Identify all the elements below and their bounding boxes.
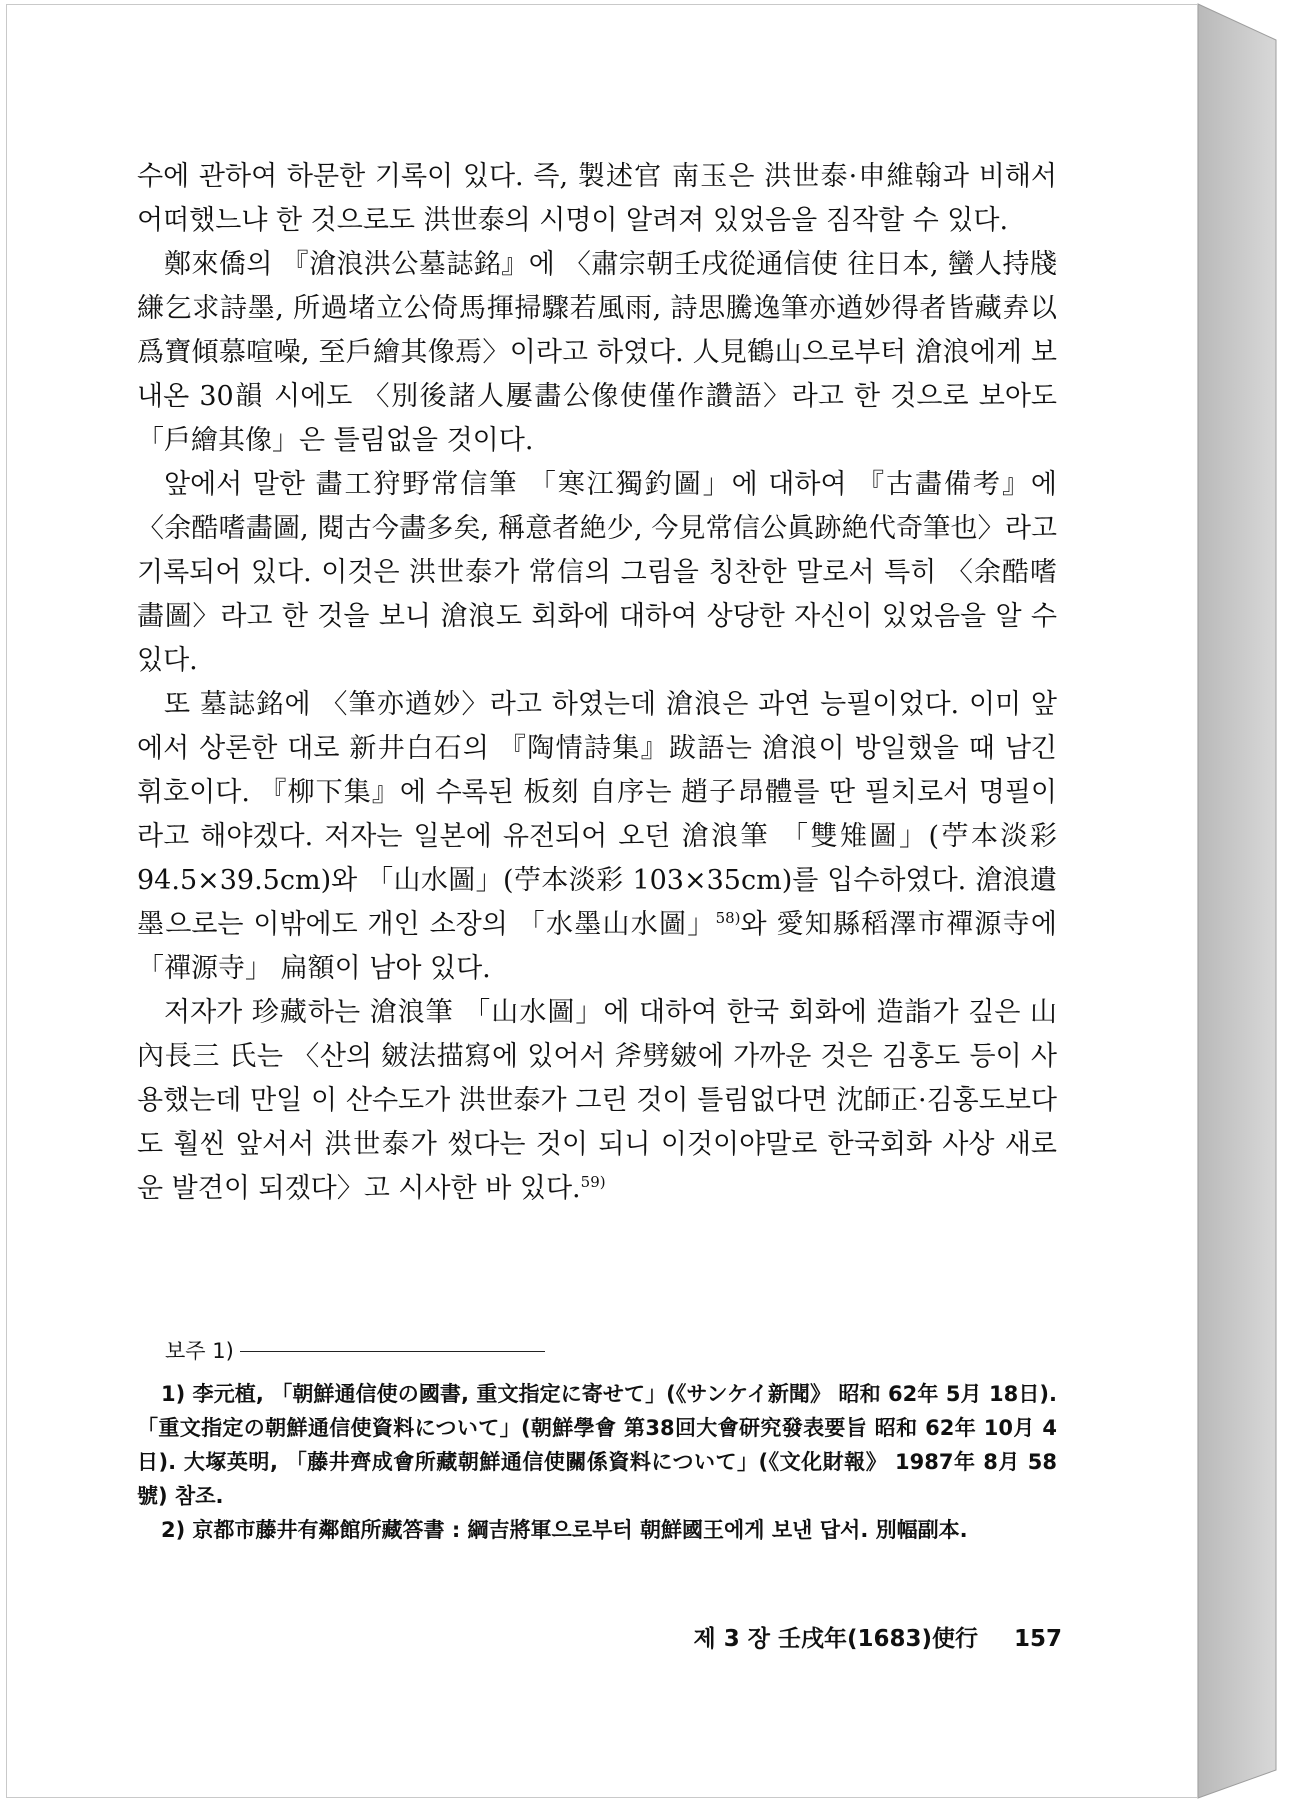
footnote-header: 보주 1) — [165, 1339, 234, 1363]
body-text — [137, 155, 1057, 1211]
footnote-2: 2) 京都市藤井有鄰館所藏答書 : 綱吉將軍으로부터 朝鮮國王에게 보낸 답서. 別幅副本. — [161, 1518, 968, 1542]
paragraph-5 — [137, 991, 1057, 1211]
footnote-rule — [240, 1351, 545, 1352]
document-page — [6, 4, 1198, 1798]
paragraph-3: 앞에서 말한 畵工狩野常信筆 「寒江獨釣圖」에 대하여 『古畵備考』에 〈余酷嗜畵圖, 閱古今畵多矣, 稱意者絶少, 今見常信公眞跡絶代奇筆也〉라고 기록되어 있다. 이것은 洪世泰가 常信의 그림을 칭찬한 말로서 특히 〈余酷嗜畵圖〉라고 한 것을 보니 滄浪도 회화에 대하여 상당한 자신이 있었음을 알 수 있다. — [137, 469, 1057, 676]
chapter-title: 제 3 장 壬戌年(1683)使行 — [693, 1626, 978, 1652]
paragraph-5-text: 저자가 珍藏하는 滄浪筆 「山水圖」에 대하여 한국 회화에 造詣가 깊은 山內長三 氏는 〈산의 皴法描寫에 있어서 斧劈皴에 가까운 것은 김홍도 등이 사용했는데 만일 이 산수도가 洪世泰가 그린 것이 틀림없다면 沈師正·김홍도보다도 훨씬 앞서서 洪世泰가 썼다는 것이 되니 이것이야말로 한국회화 사상 새로운 발견이 되겠다〉고 시사한 바 있다. — [137, 997, 1057, 1204]
footnote-1: 1) 李元植, 「朝鮮通信使の國書, 重文指定に寄せて」(《サンケイ新聞》 昭和 62年 5月 18日). 「重文指定の朝鮮通信使資料について」(朝鮮學會 第38回大會研究發表要旨 昭和 62年 10月 4日). 大塚英明, 「藤井齊成會所藏朝鮮通信使關係資料について」(《文化財報》 1987年 8月 58號) 참조. — [137, 1382, 1057, 1508]
running-footer — [662, 1622, 1062, 1656]
page-number: 157 — [1013, 1626, 1062, 1652]
paragraph-4-text: 또 墓誌銘에 〈筆亦遒妙〉라고 하였는데 滄浪은 과연 능필이었다. 이미 앞에서 상론한 대로 新井白石의 『陶情詩集』跋語는 滄浪이 방일했을 때 남긴 휘호이다. 『柳下集』에 수록된 板刻 自序는 趙子昂體를 딴 필치로서 명필이라고 해야겠다. 저자는 일본에 유전되어 오던 滄浪筆 「雙雉圖」(苧本淡彩 94.5×39.5cm)와 「山水圖」(苧本淡彩 103×35cm)를 입수하였다. 滄浪遺墨으로는 이밖에도 개인 소장의 「水墨山水圖」 — [137, 689, 1057, 940]
footnote-separator — [165, 1337, 545, 1365]
footnote-ref-59: 59) — [580, 1173, 606, 1191]
footnote-ref-58: 58) — [715, 909, 741, 927]
paragraph-2: 鄭來僑의 『滄浪洪公墓誌銘』에 〈肅宗朝壬戌從通信使 往日本, 蠻人持牋縑乞求詩墨, 所過堵立公倚馬揮掃驟若風雨, 詩思騰逸筆亦遒妙得者皆藏弆以爲寶傾慕喧噪, 至戶繪其像焉〉이라고 하였다. 人見鶴山으로부터 滄浪에게 보내온 30韻 시에도 〈別後諸人屢畵公像使僅作讚語〉라고 한 것으로 보아도 「戶繪其像」은 틀림없을 것이다. — [137, 249, 1057, 456]
footnotes — [137, 1377, 1057, 1547]
paragraph-4-tail: 와 愛知縣稻澤市禪源寺에 「禪源寺」 扁額이 남아 있다. — [137, 909, 1057, 984]
paragraph-4 — [137, 683, 1057, 991]
paragraph-1: 수에 관하여 하문한 기록이 있다. 즉, 製述官 南玉은 洪世泰·申維翰과 비해서 어떠했느냐 한 것으로도 洪世泰의 시명이 알려져 있었음을 짐작할 수 있다. — [137, 161, 1057, 236]
